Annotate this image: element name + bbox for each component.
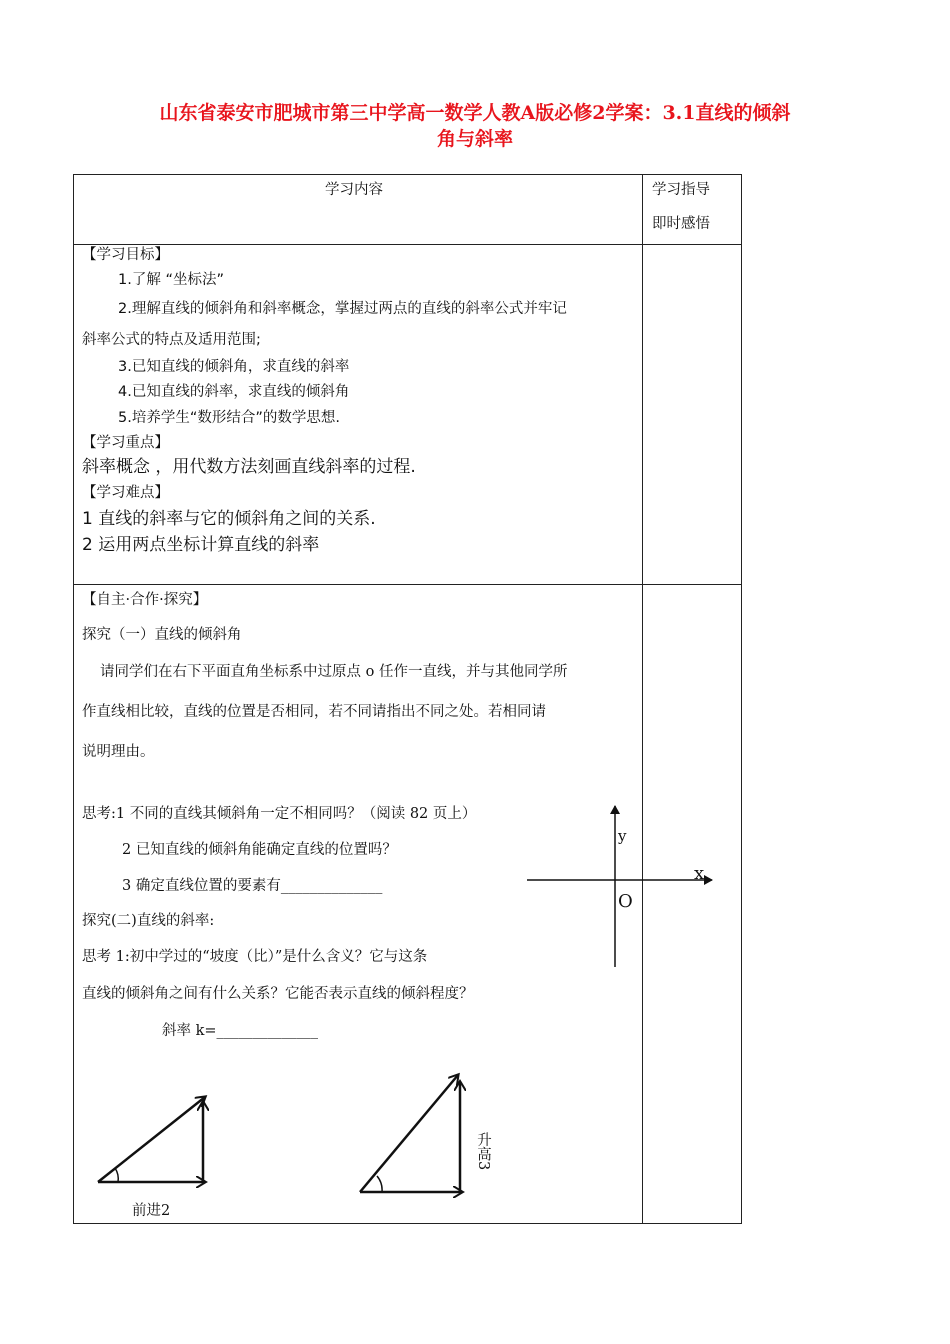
advance-label: 前进2 [132,1203,171,1219]
difficulties-heading: 【学习难点】 [82,485,169,501]
think-question: 2 已知直线的倾斜角能确定直线的位置吗？ [122,842,397,858]
objective-item: 斜率公式的特点及适用范围; [82,332,261,348]
objectives-heading: 【学习目标】 [82,247,169,263]
objective-item: 1.了解 “坐标法” [118,272,224,288]
header-reflection: 即时感悟 [652,216,710,232]
think-question: 3 确定直线位置的要素有______________ [122,878,383,894]
part1-line: 作直线相比较，直线的位置是否相同，若不同请指出不同之处。若相同请 [82,704,546,720]
y-axis-label: y [618,827,627,845]
think2-line: 直线的倾斜角之间有什么关系？它能否表示直线的倾斜程度？ [82,986,474,1002]
header-guide: 学习指导 [652,182,710,198]
think2-line: 思考 1:初中学过的“坡度（比）”是什么含义？它与这条 [82,949,428,965]
part1-title: 探究（一）直线的倾斜角 [82,627,242,643]
triangle-right [360,1075,462,1192]
rise-label: 升高3 [475,1132,491,1171]
x-axis-label: x [694,863,705,884]
part2-title: 探究(二)直线的斜率: [82,913,215,929]
part1-line: 请同学们在右下平面直角坐标系中过原点 o 任作一直线，并与其他同学所 [100,664,568,680]
title-line-2: 角与斜率 [436,128,513,150]
part1-line: 说明理由。 [82,744,155,760]
explore-heading: 【自主·合作·探究】 [82,592,208,608]
origin-label: O [618,891,633,912]
key-points-heading: 【学习重点】 [82,435,169,451]
slope-blank: 斜率 k=______________ [162,1023,319,1039]
objective-item: 5.培养学生“数形结合”的数学思想. [118,410,340,426]
key-points-text: 斜率概念 ，用代数方法刻画直线斜率的过程. [82,457,416,477]
header-content: 学习内容 [325,182,383,198]
triangle-left [98,1097,205,1182]
objective-item: 2.理解直线的倾斜角和斜率概念，掌握过两点的直线的斜率公式并牢记 [118,301,567,317]
title-line-1: 山东省泰安市肥城市第三中学高一数学人教A版必修2学案：3.1直线的倾斜 [159,102,791,124]
difficulty-item: 1 直线的斜率与它的倾斜角之间的关系. [82,509,376,529]
objective-item: 3.已知直线的倾斜角，求直线的斜率 [118,359,350,375]
objective-item: 4.已知直线的斜率，求直线的倾斜角 [118,384,350,400]
think-question: 思考:1 不同的直线其倾斜角一定不相同吗？（阅读 82 页上） [82,806,477,822]
difficulty-item: 2 运用两点坐标计算直线的斜率 [82,535,320,555]
